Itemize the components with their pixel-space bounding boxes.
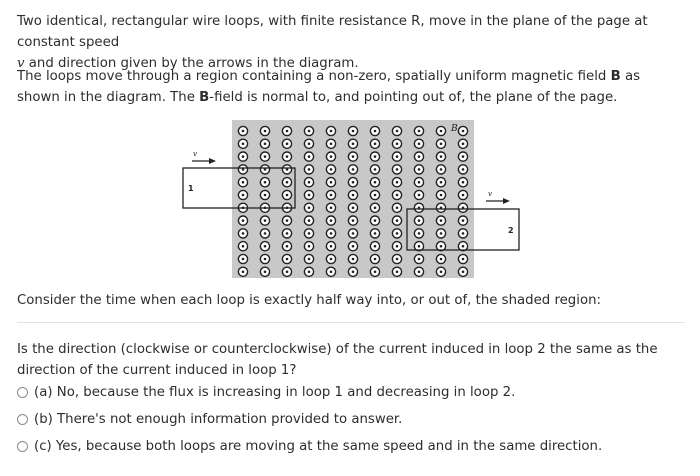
field-dot-center [286,155,289,158]
radio-button-c[interactable] [17,441,28,452]
field-symbol-bold-2: B [199,90,210,105]
field-dot-center [264,181,267,184]
field-dot-center [308,130,311,133]
option-b-label: (b) There's not enough information provided to answer. [34,411,403,427]
field-dot-center [418,130,421,133]
section-divider [17,322,685,323]
field-dot-center [374,155,377,158]
field-dot-center [242,232,245,235]
field-dot-center [374,219,377,222]
field-dot-center [374,143,377,146]
field-dot-center [264,155,267,158]
field-dot-center [308,181,311,184]
field-dot-center [440,245,443,248]
field-dot-center [418,155,421,158]
field-dot-center [440,258,443,261]
option-a[interactable] [17,382,515,402]
field-dot-center [440,194,443,197]
field-dot-center [396,168,399,171]
field-dot-center [264,130,267,133]
field-dot-center [418,258,421,261]
field-dot-center [440,181,443,184]
field-dot-center [286,258,289,261]
field-dot-center [396,258,399,261]
field-dot-center [418,194,421,197]
velocity-arrowhead-1 [209,158,216,164]
field-dot-center [418,232,421,235]
field-dot-center [308,245,311,248]
loop-1-label: 1 [188,184,194,193]
field-dot-center [242,181,245,184]
field-dot-center [308,168,311,171]
field-dot-center [352,168,355,171]
field-dot-center [352,143,355,146]
field-dot-center [308,219,311,222]
field-dot-center [352,232,355,235]
field-dot-center [374,245,377,248]
field-dot-center [440,219,443,222]
field-dot-center [330,207,333,210]
field-dot-center [286,130,289,133]
field-dot-center [242,271,245,274]
field-dot-center [330,130,333,133]
field-dot-center [462,130,465,133]
velocity-arrowhead-2 [503,198,510,204]
field-dot-center [242,130,245,133]
field-dot-center [352,155,355,158]
field-dot-center [286,181,289,184]
field-dot-center [418,181,421,184]
field-dot-center [374,168,377,171]
field-dot-center [330,155,333,158]
field-dot-center [462,219,465,222]
velocity-label-1: v [193,150,197,158]
field-dot-center [440,143,443,146]
p2-text-c: -field is normal to, and pointing out of, the plane of the page. [209,90,618,105]
velocity-label-2: v [488,190,492,198]
field-dot-center [352,258,355,261]
field-dot-center [264,194,267,197]
field-dot-center [462,168,465,171]
field-dot-center [374,181,377,184]
option-b[interactable] [17,409,402,429]
field-dot-center [374,130,377,133]
field-dot-center [352,194,355,197]
field-dot-center [264,245,267,248]
option-c-label: (c) Yes, because both loops are moving at the same speed and in the same direction. [34,438,603,454]
field-dot-center [418,245,421,248]
field-dot-center [418,168,421,171]
field-dot-center [264,258,267,261]
field-dot-center [286,143,289,146]
field-dot-center [396,271,399,274]
field-dot-center [242,194,245,197]
p2-text-b: as shown in the diagram. The [17,69,641,105]
option-a-label: (a) No, because the flux is increasing in loop 1 and decreasing in loop 2. [34,384,516,400]
radio-button-a[interactable] [17,387,28,398]
field-dot-center [264,219,267,222]
field-dot-center [396,194,399,197]
field-dot-center [396,155,399,158]
field-dot-center [440,168,443,171]
field-symbol-bold: B [610,69,621,84]
field-dot-center [396,245,399,248]
question-paragraph-3: Consider the time when each loop is exactly half way into, or out of, the shaded region: [17,293,601,308]
field-dot-center [308,155,311,158]
field-dot-center [352,219,355,222]
p1-text-a: Two identical, rectangular wire loops, with finite resistance R, move in the plane of the page at constant speed [17,14,648,50]
field-dot-center [462,258,465,261]
field-dot-center [264,143,267,146]
field-dot-center [374,232,377,235]
field-dot-center [352,271,355,274]
field-dot-center [374,271,377,274]
field-dot-center [330,143,333,146]
field-dot-center [352,207,355,210]
field-dot-center [374,258,377,261]
field-dot-center [330,232,333,235]
field-dot-center [374,194,377,197]
field-dot-center [396,143,399,146]
field-dot-center [286,219,289,222]
field-dot-center [396,232,399,235]
field-dot-center [286,194,289,197]
field-dot-center [462,143,465,146]
field-dot-center [396,181,399,184]
field-dot-center [330,245,333,248]
field-dot-center [462,245,465,248]
field-dot-center [462,181,465,184]
field-dot-center [308,232,311,235]
field-dot-center [264,271,267,274]
field-dot-center [308,143,311,146]
field-dot-center [462,194,465,197]
field-dot-center [242,143,245,146]
field-dot-center [308,271,311,274]
field-dot-center [440,130,443,133]
field-dot-center [242,245,245,248]
field-dot-center [330,271,333,274]
field-dot-center [242,258,245,261]
field-dot-center [352,181,355,184]
option-c[interactable] [17,436,602,456]
field-dot-center [352,130,355,133]
field-dot-center [396,219,399,222]
question-prompt: Is the direction (clockwise or counterclockwise) of the current induced in loop 2 the same as the direction of the current induced in loop 1? [17,342,658,378]
field-dot-center [330,181,333,184]
loop-2-label: 2 [508,226,514,235]
field-dot-center [440,232,443,235]
field-dot-center [330,258,333,261]
field-dot-center [286,232,289,235]
velocity-symbol: v [17,56,25,71]
field-dot-center [308,194,311,197]
field-dot-center [440,155,443,158]
field-label: B [451,124,458,134]
field-dot-center [330,194,333,197]
field-dot-center [308,258,311,261]
field-dot-center [418,143,421,146]
field-dot-center [286,245,289,248]
field-dot-center [396,130,399,133]
field-dot-center [242,219,245,222]
radio-button-b[interactable] [17,414,28,425]
field-dot-center [418,219,421,222]
field-dot-center [374,207,377,210]
field-dot-center [418,271,421,274]
field-dot-center [440,271,443,274]
field-dot-center [330,219,333,222]
field-dot-center [264,232,267,235]
field-dot-center [396,207,399,210]
field-dot-center [308,207,311,210]
p1-text-b: and direction given by the arrows in the diagram. [24,56,359,71]
field-dot-center [286,271,289,274]
field-dot-center [462,155,465,158]
field-dot-center [352,245,355,248]
p2-text-a: The loops move through a region containing a non-zero, spatially uniform magnetic field [17,69,611,84]
field-dot-center [462,271,465,274]
field-dot-center [242,155,245,158]
field-dot-center [330,168,333,171]
field-dot-center [462,232,465,235]
